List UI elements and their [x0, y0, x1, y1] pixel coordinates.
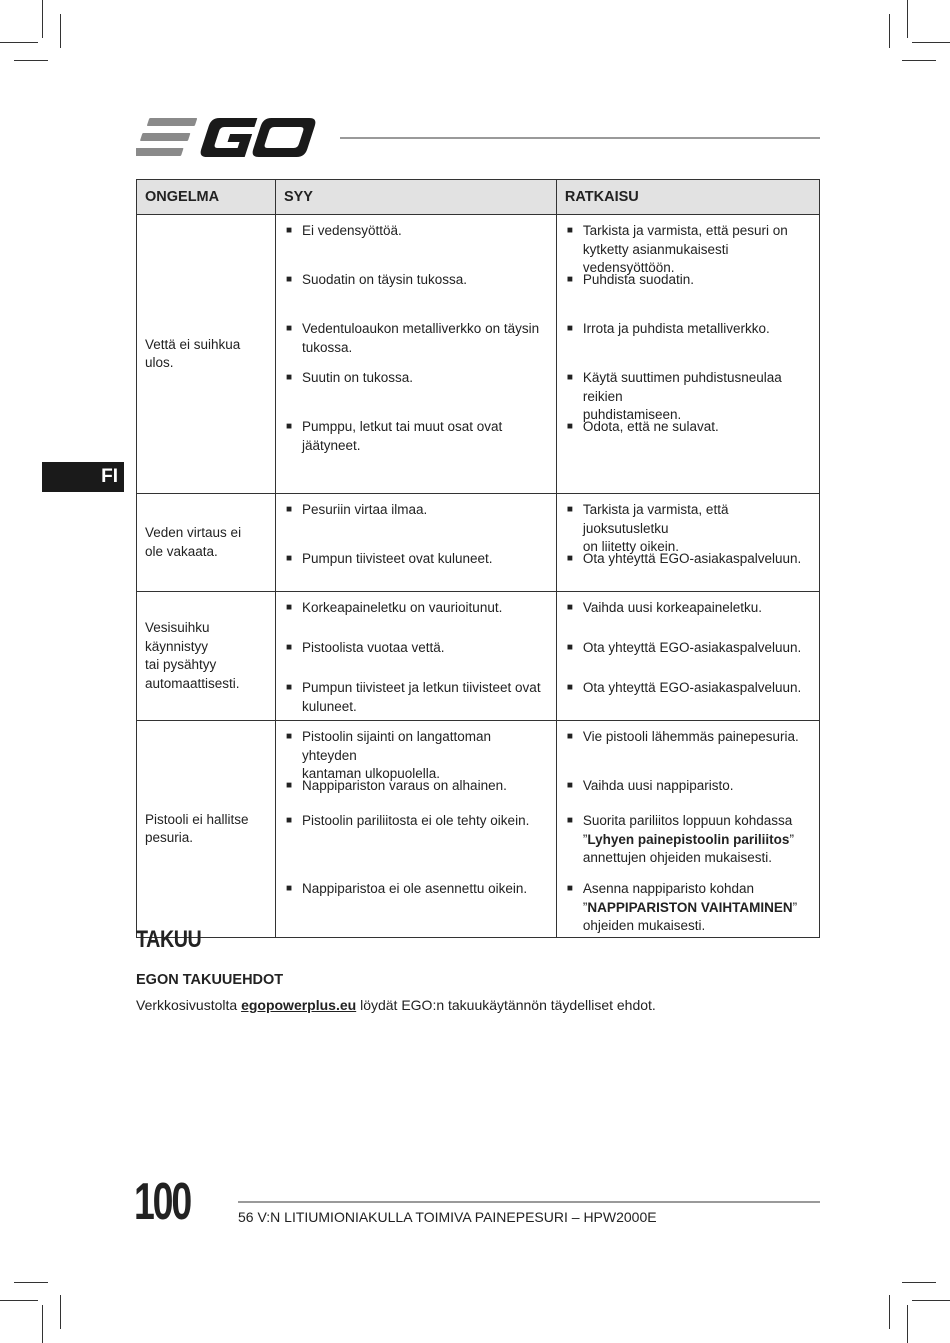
crop-mark: [907, 0, 908, 38]
solution-text: Ota yhteyttä EGO-asiakaspalveluun.: [582, 551, 802, 566]
crop-mark: [42, 1305, 43, 1343]
bullet-icon: ■: [566, 602, 573, 613]
solution-text: Tarkista ja varmista, että pesuri on: [582, 223, 788, 238]
crop-mark: [14, 60, 48, 61]
crop-mark: [907, 1305, 908, 1343]
table-row: [137, 592, 820, 721]
header-solution: RATKAISU: [556, 180, 819, 215]
cause-text: Nappipariston varaus on alhainen.: [301, 778, 507, 793]
list-item: [276, 264, 556, 313]
bullet-icon: ■: [566, 883, 573, 894]
language-tab: FI: [42, 462, 124, 492]
problem-line: Vettä ei suihkua: [145, 336, 241, 352]
cause-text: kantaman ulkopuolella.: [301, 766, 441, 781]
warranty-title: TAKUU: [136, 926, 202, 953]
problem-line: automaattisesti.: [145, 675, 240, 691]
crop-mark: [912, 1300, 950, 1301]
problem-text: [145, 811, 267, 848]
solution-text: Odota, että ne sulavat.: [582, 419, 719, 434]
cause-cell: [275, 592, 556, 721]
problem-cell: [137, 494, 276, 592]
list-item: [276, 411, 556, 460]
problem-cell: [137, 215, 276, 494]
list-item: [276, 805, 556, 873]
cause-cell: [275, 494, 556, 592]
warranty-link[interactable]: egopowerplus.eu: [241, 997, 357, 1013]
bullet-icon: ■: [285, 883, 292, 894]
list-item: [557, 543, 819, 591]
solution-text: Irrota ja puhdista metalliverkko.: [582, 321, 770, 336]
problem-text: [145, 524, 267, 561]
solution-cell: [556, 721, 819, 938]
bullet-icon: ■: [566, 682, 573, 693]
bullet-icon: ■: [285, 780, 292, 791]
list-item: [276, 313, 556, 362]
problem-cell: [137, 721, 276, 938]
bullet-icon: ■: [566, 421, 573, 432]
table-row: [137, 721, 820, 938]
crop-mark: [60, 1295, 61, 1329]
list-item: [276, 543, 556, 591]
cause-text: Pesuriin virtaa ilmaa.: [301, 502, 428, 517]
cause-text: Ei vedensyöttöä.: [301, 223, 402, 238]
solution-text: Ota yhteyttä EGO-asiakaspalveluun.: [582, 680, 802, 695]
crop-mark: [889, 14, 890, 48]
bullet-icon: ■: [285, 225, 292, 236]
bullet-icon: ■: [285, 682, 292, 693]
footer-product-title: 56 V:N LITIUMIONIAKULLA TOIMIVA PAINEPESURI – HPW2000E: [238, 1209, 657, 1225]
bullet-icon: ■: [285, 323, 292, 334]
problem-line: ole vakaata.: [145, 543, 218, 559]
table-header-row: [137, 180, 820, 215]
bullet-icon: ■: [285, 504, 292, 515]
bullet-icon: ■: [566, 323, 573, 334]
problem-text: [145, 619, 267, 693]
list-item: [276, 672, 556, 720]
problem-line: tai pysähtyy: [145, 657, 217, 672]
list-item: [557, 592, 819, 632]
list-item: [557, 805, 819, 873]
bullet-icon: ■: [285, 731, 292, 742]
section-reference: NAPPIPARISTON VAIHTAMINEN: [587, 899, 793, 915]
list-item: [276, 721, 556, 781]
bullet-icon: ■: [285, 372, 292, 383]
header-problem: ONGELMA: [137, 180, 276, 215]
list-item: [276, 362, 556, 411]
list-item: [557, 721, 819, 770]
troubleshooting-table: [136, 179, 820, 938]
problem-line: Pistooli ei hallitse: [145, 811, 249, 827]
solution-cell: [556, 494, 819, 592]
list-item: [557, 873, 819, 937]
bullet-icon: ■: [566, 642, 573, 653]
cause-text: Pistoolin sijainti on langattoman yhteyden: [301, 729, 492, 763]
list-item: [276, 873, 556, 937]
bullet-icon: ■: [566, 731, 573, 742]
page-number: 100: [134, 1173, 190, 1231]
solution-text: Ota yhteyttä EGO-asiakaspalveluun.: [582, 640, 802, 655]
solution-text: Käytä suuttimen puhdistusneulaa reikien: [582, 370, 782, 404]
section-reference: Lyhyen painepistoolin pariliitos: [587, 831, 790, 847]
header-rule: [340, 137, 820, 139]
bullet-icon: ■: [566, 225, 573, 236]
problem-cell: [137, 592, 276, 721]
ego-logo: [136, 116, 322, 160]
crop-mark: [60, 14, 61, 48]
list-item: [557, 313, 819, 362]
list-item: [276, 494, 556, 543]
solution-text: Suorita pariliitos loppuun kohdassa: [582, 813, 793, 828]
cause-text: Vedentuloaukon metalliverkko on täysin: [301, 321, 540, 336]
problem-line: Vesisuihku: [145, 620, 210, 635]
problem-text: [145, 336, 267, 373]
quote-mark: ”: [582, 899, 588, 915]
cause-text: Suutin on tukossa.: [301, 370, 414, 385]
list-item: [557, 264, 819, 313]
bullet-icon: ■: [566, 274, 573, 285]
cause-text: Pistoolista vuotaa vettä.: [301, 640, 445, 655]
solution-text: Vaihda uusi nappiparisto.: [582, 778, 734, 793]
list-item: [276, 592, 556, 632]
list-item: [276, 632, 556, 672]
crop-mark: [902, 1282, 936, 1283]
quote-mark: ”: [582, 831, 588, 847]
solution-text: Tarkista ja varmista, että juoksutusletku: [582, 502, 729, 536]
list-item: [557, 494, 819, 554]
warranty-text-before: Verkkosivustolta: [136, 997, 242, 1013]
warranty-text-after: löydät EGO:n takuukäytännön täydelliset ehdot.: [356, 997, 656, 1013]
list-item: [557, 770, 819, 805]
bullet-icon: ■: [566, 553, 573, 564]
problem-line: Veden virtaus ei: [145, 525, 242, 540]
table-row: [137, 494, 820, 592]
bullet-icon: ■: [566, 504, 573, 515]
crop-mark: [889, 1295, 890, 1329]
crop-mark: [912, 42, 950, 43]
solution-text: kytketty asianmukaisesti vedensyöttöön.: [582, 241, 729, 275]
list-item: [557, 672, 819, 720]
quote-mark: ”: [792, 899, 798, 915]
cause-text: Suodatin on täysin tukossa.: [301, 272, 468, 287]
footer-rule: [238, 1201, 820, 1203]
solution-text: Puhdista suodatin.: [582, 272, 694, 287]
solution-text: puhdistamiseen.: [582, 407, 682, 422]
solution-cell: [556, 592, 819, 721]
solution-cell: [556, 215, 819, 494]
list-item: [557, 411, 819, 460]
cause-text: kuluneet.: [301, 698, 357, 714]
warranty-text: [136, 997, 656, 1013]
bullet-icon: ■: [285, 815, 292, 826]
solution-text: on liitetty oikein.: [582, 539, 679, 554]
crop-mark: [0, 42, 38, 43]
crop-mark: [14, 1282, 48, 1283]
crop-mark: [902, 60, 936, 61]
crop-mark: [42, 0, 43, 38]
solution-text: annettujen ohjeiden mukaisesti.: [582, 850, 773, 865]
bullet-icon: ■: [566, 780, 573, 791]
warranty-subtitle: EGON TAKUUEHDOT: [136, 972, 284, 988]
bullet-icon: ■: [285, 602, 292, 613]
cause-text: Pumppu, letkut tai muut osat ovat jäätyneet.: [301, 419, 503, 453]
bullet-icon: ■: [285, 421, 292, 432]
cause-text: Pistoolin pariliitosta ei ole tehty oikein.: [301, 813, 530, 828]
bullet-icon: ■: [285, 274, 292, 285]
list-item: [557, 362, 819, 422]
crop-mark: [0, 1300, 38, 1301]
solution-text: ohjeiden mukaisesti.: [582, 918, 706, 933]
bullet-icon: ■: [566, 815, 573, 826]
list-item: [276, 215, 556, 264]
solution-text: Vaihda uusi korkeapaineletku.: [582, 600, 763, 615]
list-item: [557, 632, 819, 672]
problem-line: pesuria.: [145, 830, 194, 845]
bullet-icon: ■: [566, 372, 573, 383]
bullet-icon: ■: [285, 642, 292, 653]
cause-text: Korkeapaineletku on vaurioitunut.: [301, 600, 503, 615]
cause-text: Pumpun tiivisteet ja letkun tiivisteet ovat: [301, 680, 541, 695]
solution-text: Vie pistooli lähemmäs painepesuria.: [582, 729, 799, 744]
header-cause: SYY: [275, 180, 556, 215]
cause-text: Nappiparistoa ei ole asennettu oikein.: [301, 881, 528, 896]
list-item: [557, 215, 819, 275]
cause-text: tukossa.: [301, 339, 353, 355]
cause-text: Pumpun tiivisteet ovat kuluneet.: [301, 551, 493, 566]
problem-line: ulos.: [145, 355, 174, 370]
quote-mark: ”: [789, 831, 794, 847]
cause-cell: [275, 215, 556, 494]
solution-text: Asenna nappiparisto kohdan: [582, 881, 755, 896]
bullet-icon: ■: [285, 553, 292, 564]
table-row: [137, 215, 820, 494]
problem-line: käynnistyy: [145, 638, 209, 654]
cause-cell: [275, 721, 556, 938]
